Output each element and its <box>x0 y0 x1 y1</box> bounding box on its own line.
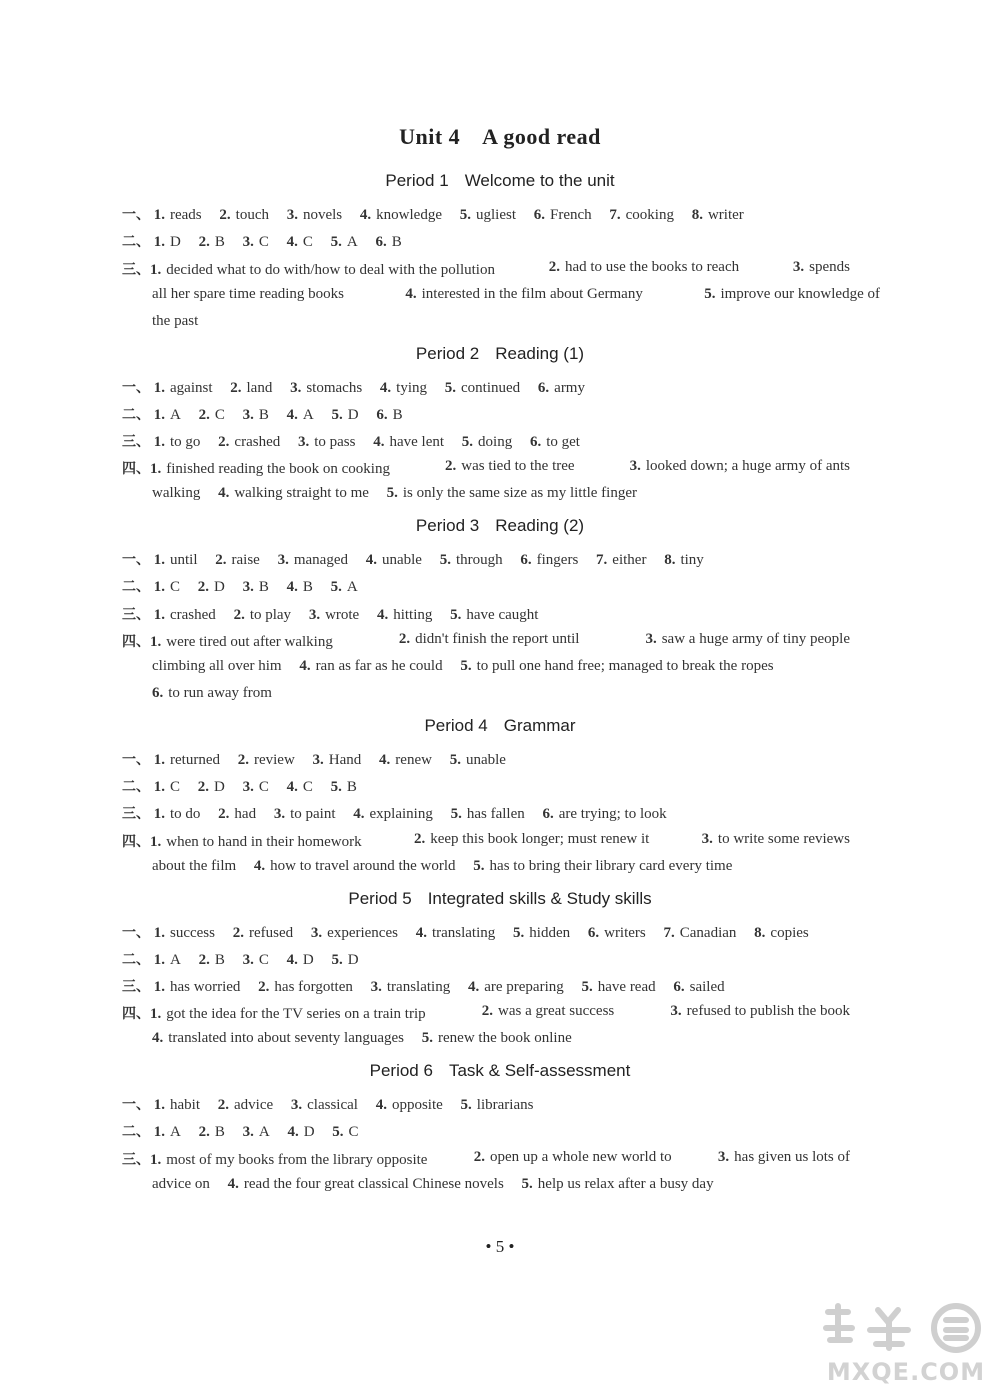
answer: 2. land <box>230 380 273 396</box>
answer: 4. A <box>286 407 314 423</box>
answer: 3. Hand <box>312 752 362 768</box>
answer: 2. D <box>197 779 225 795</box>
answer: 1. A <box>153 1124 181 1140</box>
answer: 4. C <box>286 779 313 795</box>
period-2-heading: Period 2 Reading (1) <box>415 344 585 363</box>
answer: 3. B <box>242 407 269 423</box>
p2-section-2: 二、 1. A 2. C 3. B 4. A 5. D 6. B <box>122 407 403 423</box>
answer: 4. explaining <box>353 806 433 822</box>
p2-section-3: 三、 1. to go 2. crashed 3. to pass 4. have lent 5. doing 6. to get <box>122 434 580 450</box>
answer: 1. against <box>153 380 213 396</box>
answer: 4. have lent <box>373 434 445 450</box>
answer: 5. doing <box>461 434 513 450</box>
answer: 4. opposite <box>375 1097 443 1113</box>
answer: 5. D <box>331 952 359 968</box>
answer: 3. C <box>242 234 269 250</box>
answer: 5. B <box>330 779 357 795</box>
p1-section-2: 二、 1. D 2. B 3. C 4. C 5. A 6. B <box>122 234 402 250</box>
answer: 8. tiny <box>664 552 704 568</box>
answer: 3. experiences <box>310 925 398 941</box>
p6-section-3: 三、1. most of my books from the library opposite 2. open up a whole new world to 3. has given us lots of <box>122 1149 850 1168</box>
page-number: • 5 • <box>485 1237 515 1256</box>
answer: 1. C <box>153 579 181 595</box>
answer: 3. to pass <box>297 434 356 450</box>
p6-section-3-cont: advice on 4. read the four great classical Chinese novels 5. help us relax after a busy day <box>152 1176 714 1192</box>
p3-section-4-cont: climbing all over him 4. ran as far as he could 5. to pull one hand free; managed to break the ropes <box>152 658 774 674</box>
answer: 1. A <box>153 407 181 423</box>
answer: 5. has fallen <box>450 806 525 822</box>
p3-section-4: 四、1. were tired out after walking 2. didn't finish the report until 3. saw a huge army of tiny people <box>122 631 850 650</box>
p3-section-3: 三、 1. crashed 2. to play 3. wrote 4. hitting 5. have caught <box>122 607 539 623</box>
p4-section-4: 四、1. when to hand in their homework 2. keep this book longer; must renew it 3. to write some reviews <box>122 831 850 850</box>
answer: 1. to go <box>153 434 201 450</box>
p3-section-1: 一、 1. until 2. raise 3. managed 4. unable 5. through 6. fingers 7. either 8. tiny <box>122 552 704 568</box>
answer: 3. A <box>242 1124 270 1140</box>
answer: 3. stomachs <box>290 380 363 396</box>
p3-section-2: 二、 1. C 2. D 3. B 4. B 5. A <box>122 579 358 595</box>
answer: 4. D <box>286 952 314 968</box>
p5-section-1: 一、 1. success 2. refused 3. experiences 4. translating 5. hidden 6. writers 7. Canadian 8. copies <box>122 925 809 941</box>
answer: 7. either <box>596 552 647 568</box>
answer: 6. sailed <box>673 979 725 995</box>
answer: 5. have read <box>581 979 656 995</box>
answer: 2. C <box>198 407 225 423</box>
p1-section-3-cont2: the past <box>152 313 199 329</box>
answer: 1. has worried <box>153 979 241 995</box>
answer: 5. hidden <box>513 925 571 941</box>
answer: 1. returned <box>153 752 220 768</box>
unit-title: A good read <box>482 124 601 149</box>
p1-section-1: 一、 1. reads 2. touch 3. novels 4. knowledge 5. ugliest 6. French 7. cooking 8. writer <box>122 207 744 223</box>
answer: 2. crashed <box>218 434 281 450</box>
answer: 2. B <box>198 234 225 250</box>
answer: 3. C <box>242 952 269 968</box>
answer: 2. B <box>198 952 225 968</box>
answer: 3. classical <box>290 1097 358 1113</box>
answer: 4. tying <box>379 380 427 396</box>
p4-section-1: 一、 1. returned 2. review 3. Hand 4. renew 5. unable <box>122 752 506 768</box>
answer: 2. raise <box>215 552 260 568</box>
answer: 1. habit <box>153 1097 200 1113</box>
answer: 3. managed <box>277 552 348 568</box>
answer: 3. wrote <box>308 607 360 623</box>
period-3-heading: Period 3 Reading (2) <box>415 516 585 535</box>
p4-section-3: 三、 1. to do 2. had 3. to paint 4. explaining 5. has fallen 6. are trying; to look <box>122 806 667 822</box>
period-4-heading: Period 4 Grammar <box>424 716 576 735</box>
page-title <box>0 124 1000 150</box>
answer: 2. B <box>198 1124 225 1140</box>
answer: 2. has forgotten <box>258 979 353 995</box>
p1-section-3: 三、1. decided what to do with/how to deal with the pollution 2. had to use the books to reach 3. spends <box>122 259 850 278</box>
answer: 6. B <box>375 234 402 250</box>
answer: 5. D <box>331 407 359 423</box>
answer: 2. advice <box>217 1097 274 1113</box>
answer: 3. to paint <box>273 806 336 822</box>
answer: 6. B <box>376 407 403 423</box>
answer: 7. Canadian <box>663 925 737 941</box>
p5-section-3: 三、 1. has worried 2. has forgotten 3. translating 4. are preparing 5. have read 6. sailed <box>122 979 725 995</box>
p4-section-2: 二、 1. C 2. D 3. C 4. C 5. B <box>122 779 357 795</box>
answer: 4. translating <box>415 925 496 941</box>
answer: 1. A <box>153 952 181 968</box>
answer: 5. A <box>330 579 358 595</box>
answer: 3. C <box>242 779 269 795</box>
p2-section-4: 四、1. finished reading the book on cooking 2. was tied to the tree 3. looked down; a huge army of ants <box>122 458 850 477</box>
answer: 5. continued <box>444 380 521 396</box>
answer: 6. are trying; to look <box>542 806 667 822</box>
answer: 3. B <box>242 579 269 595</box>
p6-section-2: 二、 1. A 2. B 3. A 4. D 5. C <box>122 1124 359 1140</box>
answer: 2. review <box>237 752 295 768</box>
answer: 1. C <box>153 779 181 795</box>
answer: 4. are preparing <box>467 979 564 995</box>
answer: 4. D <box>287 1124 315 1140</box>
answer: 1. until <box>153 552 198 568</box>
p2-section-1: 一、 1. against 2. land 3. stomachs 4. tying 5. continued 6. army <box>122 380 585 396</box>
p2-section-4-cont: walking 4. walking straight to me 5. is only the same size as my little finger <box>152 485 638 501</box>
answer: 4. knowledge <box>359 207 442 223</box>
answer: 6. to get <box>529 434 580 450</box>
answer: 5. A <box>330 234 358 250</box>
answer: 8. copies <box>754 925 809 941</box>
unit-number: Unit 4 <box>399 124 461 149</box>
answer: 1. D <box>153 234 181 250</box>
answer: 1. success <box>153 925 215 941</box>
p3-section-4-cont2: 6. to run away from <box>152 685 272 701</box>
answer: 6. French <box>533 207 592 223</box>
p5-section-4-cont: 4. translated into about seventy languages 5. renew the book online <box>152 1030 572 1046</box>
answer: 2. had <box>218 806 257 822</box>
answer: 5. have caught <box>450 607 539 623</box>
period-5-heading: Period 5 Integrated skills & Study skills <box>348 889 652 908</box>
answer: 5. librarians <box>460 1097 534 1113</box>
answer: 4. hitting <box>376 607 433 623</box>
answer: 3. translating <box>370 979 451 995</box>
answer: 6. army <box>537 380 585 396</box>
answer: 1. reads <box>153 207 202 223</box>
answer: 2. D <box>197 579 225 595</box>
answer: 4. C <box>286 234 313 250</box>
answer: 8. writer <box>691 207 744 223</box>
answer: 5. through <box>439 552 503 568</box>
period-6-heading: Period 6 Task & Self-assessment <box>369 1061 631 1080</box>
watermark-logo <box>818 1300 994 1386</box>
answer: 7. cooking <box>609 207 674 223</box>
p6-section-1: 一、 1. habit 2. advice 3. classical 4. opposite 5. librarians <box>122 1097 534 1113</box>
answer: 1. crashed <box>153 607 216 623</box>
p5-section-4: 四、1. got the idea for the TV series on a train trip 2. was a great success 3. refused to publish the book <box>122 1003 850 1022</box>
answer: 4. renew <box>379 752 432 768</box>
answer: 2. to play <box>233 607 292 623</box>
p5-section-2: 二、 1. A 2. B 3. C 4. D 5. D <box>122 952 359 968</box>
answer: 2. refused <box>232 925 294 941</box>
answer: 4. unable <box>365 552 422 568</box>
answer: 1. to do <box>153 806 201 822</box>
answer: 5. C <box>332 1124 359 1140</box>
answer: 5. ugliest <box>459 207 516 223</box>
p4-section-4-cont: about the film 4. how to travel around the world 5. has to bring their library card every time <box>152 858 733 874</box>
period-1-heading: Period 1 Welcome to the unit <box>385 171 615 190</box>
answer: 6. fingers <box>520 552 579 568</box>
answer: 6. writers <box>587 925 646 941</box>
answer: 3. novels <box>286 207 343 223</box>
answer: 4. B <box>286 579 313 595</box>
p1-section-3-cont: all her spare time reading books 4. interested in the film about Germany 5. improve our knowledge of <box>152 286 880 302</box>
answer: 5. unable <box>449 752 506 768</box>
svg-text:MXQE.COM: MXQE.COM <box>826 1358 986 1386</box>
answer: 2. touch <box>219 207 269 223</box>
